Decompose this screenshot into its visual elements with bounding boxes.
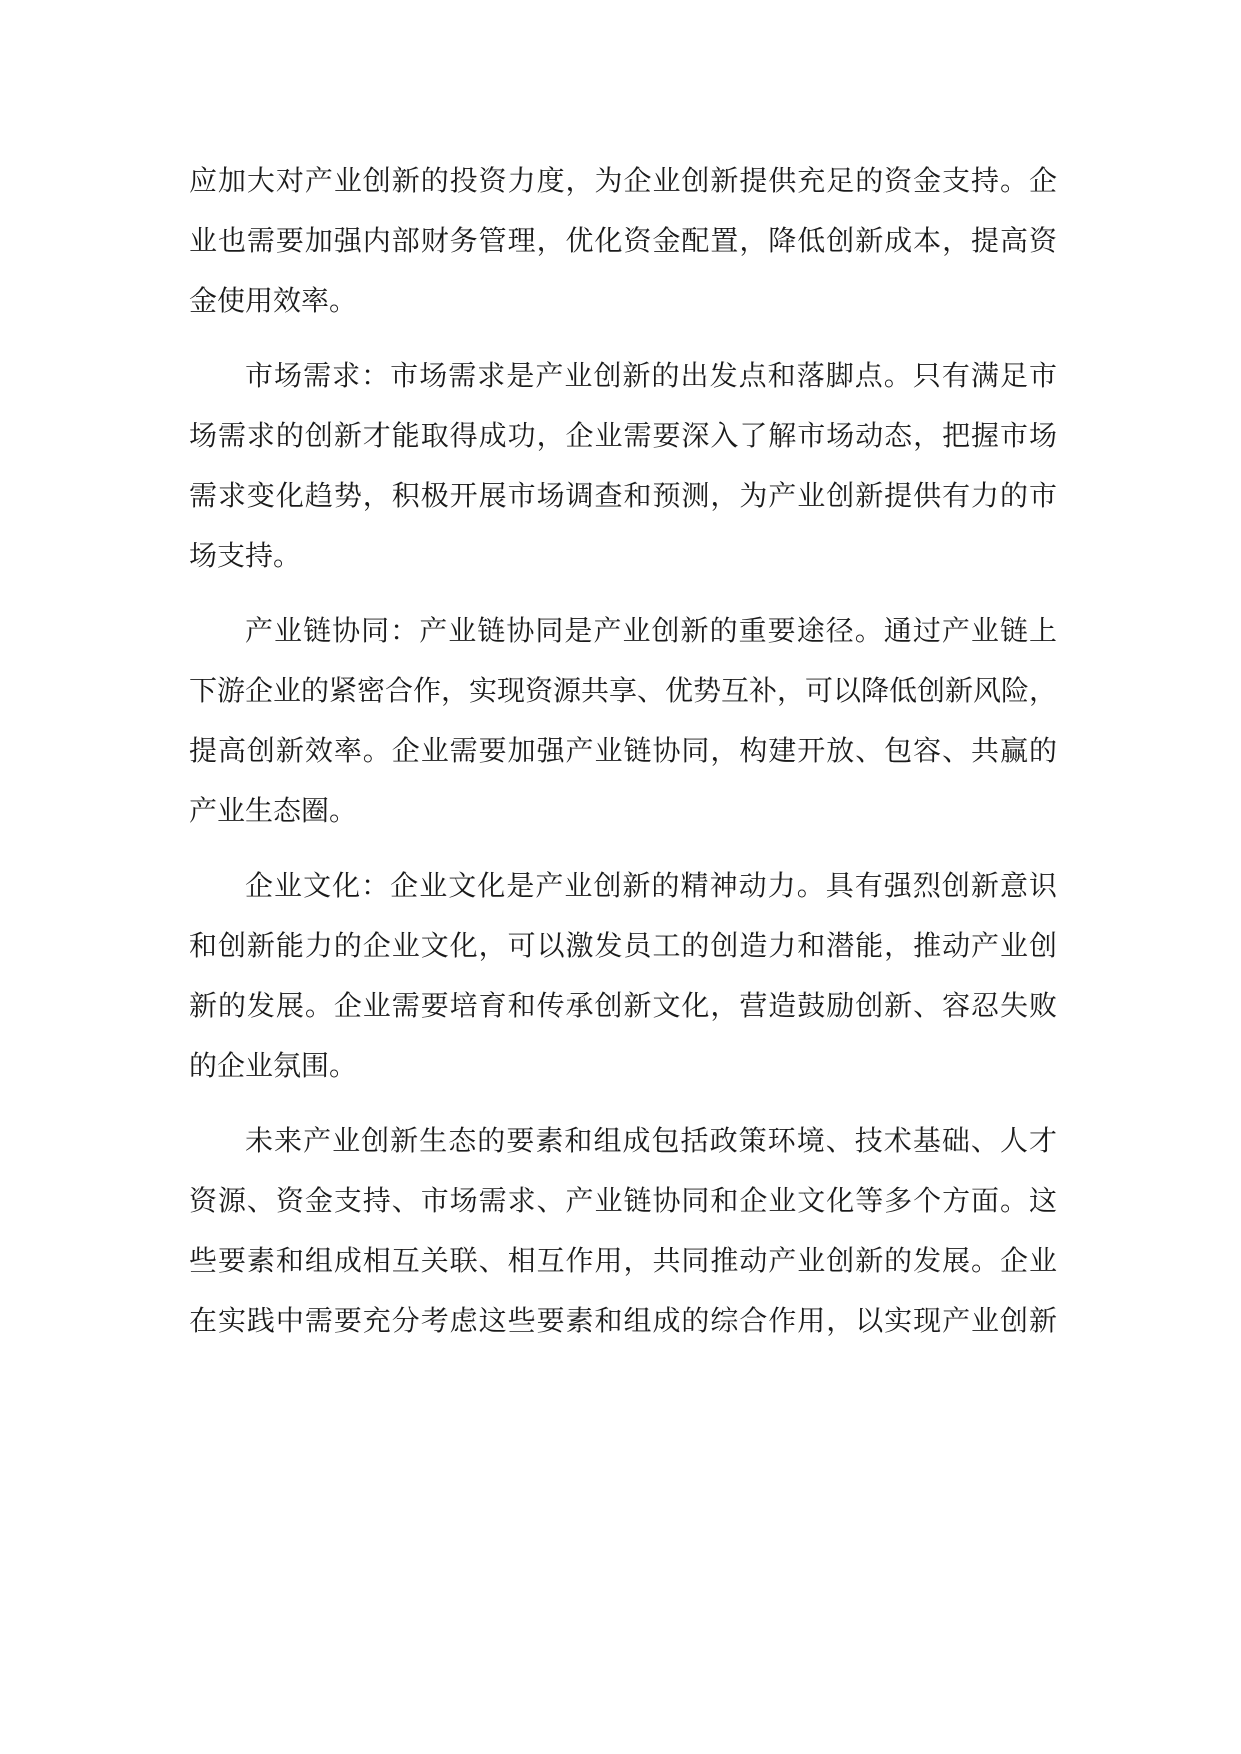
text-line: 在实践中需要充分考虑这些要素和组成的综合作用，以实现产业创新 xyxy=(189,1304,1057,1337)
paragraph-spacer xyxy=(189,586,1057,601)
text-line: 些要素和组成相互关联、相互作用，共同推动产业创新的发展。企业 xyxy=(189,1244,1057,1277)
paragraph-corporate-culture xyxy=(189,856,1057,1096)
paragraph-summary xyxy=(189,1111,1057,1351)
text-line: 需求变化趋势，积极开展市场调查和预测，为产业创新提供有力的市 xyxy=(189,479,1057,512)
text-line: 资源、资金支持、市场需求、产业链协同和企业文化等多个方面。这 xyxy=(189,1184,1057,1217)
paragraph-spacer xyxy=(189,841,1057,856)
text-line: 和创新能力的企业文化，可以激发员工的创造力和潜能，推动产业创 xyxy=(189,929,1057,962)
paragraph-spacer xyxy=(189,1096,1057,1111)
text-line: 未来产业创新生态的要素和组成包括政策环境、技术基础、人才 xyxy=(245,1124,1057,1157)
text-line: 场支持。 xyxy=(189,539,302,572)
paragraph-market-demand xyxy=(189,346,1057,586)
document-body xyxy=(189,151,1057,1351)
text-line: 的企业氛围。 xyxy=(189,1049,358,1082)
paragraph-funding-continued xyxy=(189,151,1057,331)
paragraph-industry-chain xyxy=(189,601,1057,841)
text-line: 应加大对产业创新的投资力度，为企业创新提供充足的资金支持。企 xyxy=(189,164,1057,197)
text-line: 企业文化：企业文化是产业创新的精神动力。具有强烈创新意识 xyxy=(245,869,1057,902)
text-line: 业也需要加强内部财务管理，优化资金配置，降低创新成本，提高资 xyxy=(189,224,1057,257)
text-line: 产业链协同：产业链协同是产业创新的重要途径。通过产业链上 xyxy=(245,614,1057,647)
text-line: 下游企业的紧密合作，实现资源共享、优势互补，可以降低创新风险， xyxy=(189,674,1058,707)
text-line: 场需求的创新才能取得成功，企业需要深入了解市场动态，把握市场 xyxy=(189,419,1057,452)
text-line: 提高创新效率。企业需要加强产业链协同，构建开放、包容、共赢的 xyxy=(189,734,1057,767)
text-line: 市场需求：市场需求是产业创新的出发点和落脚点。只有满足市 xyxy=(245,359,1057,392)
paragraph-spacer xyxy=(189,331,1057,346)
text-line: 产业生态圈。 xyxy=(189,794,358,827)
text-line: 新的发展。企业需要培育和传承创新文化，营造鼓励创新、容忍失败 xyxy=(189,989,1057,1022)
text-line: 金使用效率。 xyxy=(189,284,358,317)
